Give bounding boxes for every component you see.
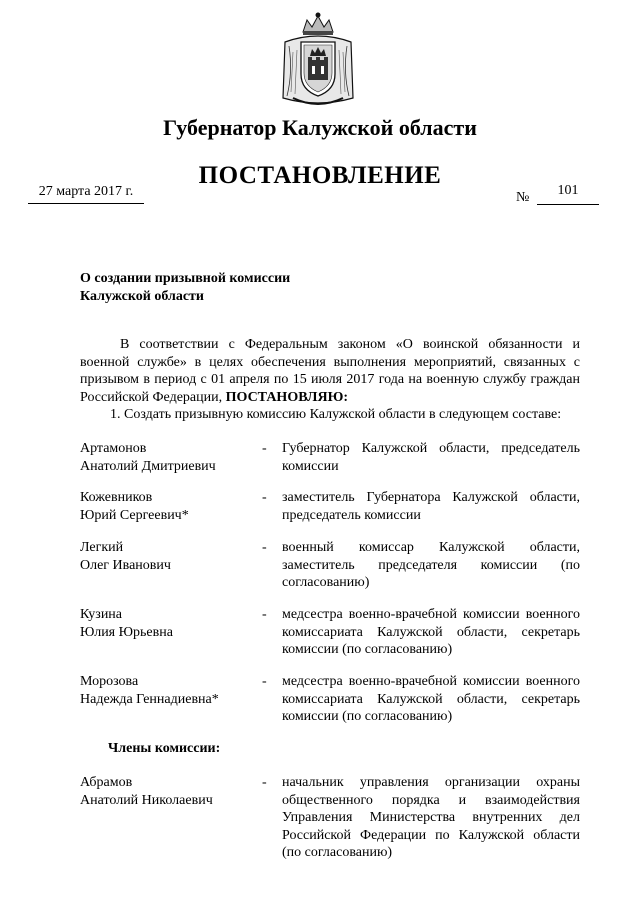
member-dash: - — [262, 490, 267, 505]
member-role: заместитель Губернатора Калужской области, председатель комиссии — [282, 490, 580, 523]
member-name — [80, 440, 260, 475]
issuer-title: Губернатор Калужской области — [163, 115, 477, 140]
subject-line-2: Калужской области — [80, 289, 204, 304]
member-name — [80, 539, 260, 574]
member-surname: Абрамов — [80, 775, 133, 790]
document-number: 101 — [537, 183, 599, 205]
member-surname: Артамонов — [80, 441, 147, 456]
resolve-keyword: ПОСТАНОВЛЯЮ: — [225, 389, 348, 405]
member-surname: Легкий — [80, 540, 124, 555]
member-given-names: Анатолий Николаевич — [80, 792, 213, 808]
member-dash: - — [262, 674, 267, 689]
member-role: начальник управления организации охраны общественного порядка и взаимодействия Управления Министерства внутренних дел Российской Федерации по Калужской области (по согласованию) — [282, 775, 580, 860]
member-name — [80, 774, 260, 809]
member-role: Губернатор Калужской области, председатель комиссии — [282, 441, 580, 474]
member-role: военный комиссар Калужской области, заместитель председателя комиссии (по согласованию) — [282, 540, 580, 590]
member-dash: - — [262, 441, 267, 456]
point-1: 1. Создать призывную комиссию Калужской области в следующем составе: — [110, 407, 562, 422]
member-given-names: Олег Иванович — [80, 557, 171, 573]
member-surname: Кожевников — [80, 490, 153, 505]
document-date: 27 марта 2017 г. — [28, 184, 144, 204]
member-name — [80, 606, 260, 641]
member-given-names: Анатолий Дмитриевич — [80, 458, 216, 474]
number-label: № — [516, 190, 530, 205]
member-name — [80, 673, 260, 708]
preamble-text: В соответствии с Федеральным законом «О воинской обязанности и военной службе» в целях обеспечения выполнения мероприятий, связанных с призывом в период с 01 апреля по 15 июля 2017 года на военную службу граждан Российской Федерации, — [80, 337, 580, 405]
members-section-title: Члены комиссии: — [108, 741, 221, 756]
member-given-names: Надежда Геннадиевна* — [80, 691, 219, 707]
member-surname: Кузина — [80, 607, 123, 622]
member-surname: Морозова — [80, 674, 139, 689]
member-name — [80, 489, 260, 524]
member-given-names: Юрий Сергеевич* — [80, 507, 189, 523]
member-dash: - — [262, 607, 267, 622]
preamble — [80, 336, 580, 424]
member-role: медсестра военно-врачебной комиссии военного комиссариата Калужской области, секретарь комиссии (по согласованию) — [282, 674, 580, 724]
member-given-names: Юлия Юрьевна — [80, 624, 173, 640]
subject-line-1: О создании призывной комиссии — [80, 271, 291, 286]
member-role: медсестра военно-врачебной комиссии военного комиссариата Калужской области, секретарь комиссии (по согласованию) — [282, 607, 580, 657]
coat-of-arms-icon — [279, 12, 357, 108]
member-dash: - — [262, 540, 267, 555]
member-dash: - — [262, 775, 267, 790]
document-type: ПОСТАНОВЛЕНИЕ — [198, 162, 442, 189]
document-subject — [80, 270, 290, 306]
